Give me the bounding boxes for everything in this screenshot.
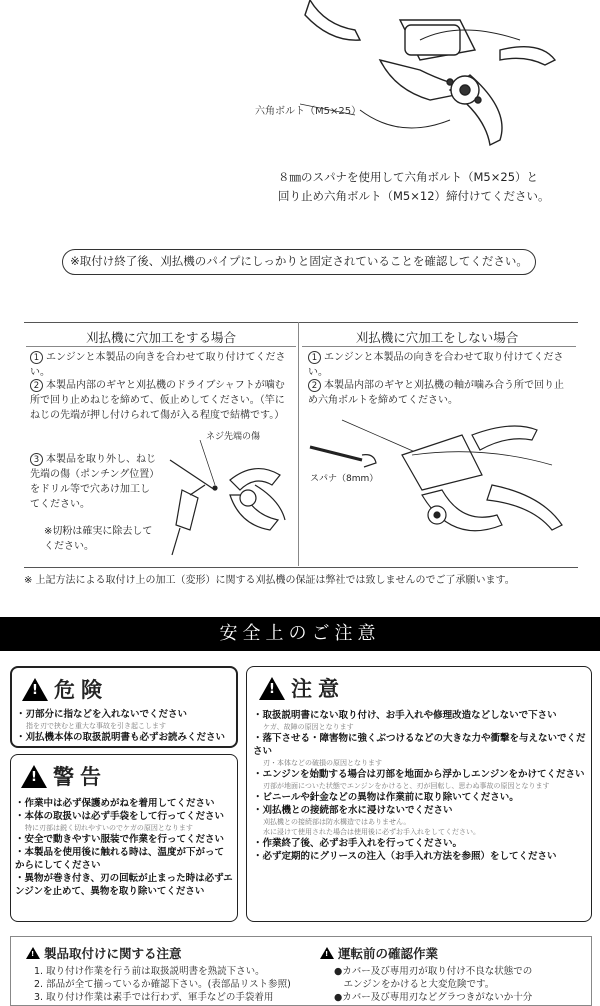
warning-item: ・作業中は必ず保護めがねを着用してください [15,798,215,809]
install-note-item: 2. 部品が全て揃っているか確認下さい。(表部品リスト参照) [34,979,291,990]
drilling-illustration [160,440,295,560]
screw-mark-label: ネジ先端の傷 [206,432,261,442]
warning-title: 警告 [53,765,107,789]
fixing-notice: ※取付け終了後、刈払機のパイプにしっかりと固定されていることを確認してください。 [62,249,536,275]
bolt-label: 六角ボルト（M5×25） [255,106,362,117]
bolt-instruction [278,168,550,206]
without-hole-title-rule [302,346,576,347]
warning-triangle-icon [259,677,285,700]
danger-item-note: 指を刃で挟むと重大な事故を引き起こします [26,722,166,730]
with-hole-step-2 [30,378,288,423]
step-number: 1 [308,351,321,364]
step-text: 本製品を取り外し、ねじ先端の傷（ポンチング位置）をドリル等で穴あけ加工してください。 [30,454,156,510]
caution-item: ・必ず定期的にグリースの注入（お手入れ方法を参照）をしてください [253,851,557,862]
step-text: エンジンと本製品の向きを合わせて取り付けてください。 [308,352,564,378]
without-hole-step-1 [308,350,572,380]
danger-item: ・刃部分に指などを入れないでください [16,709,188,720]
caution-item: ・エンジンを始動する場合は刃部を地面から浮かしエンジンをかけてください [253,769,585,780]
step-text: 本製品内部のギヤと刈払機の軸が噛み合う所で回り止め六角ボルトを締めてください。 [308,380,564,406]
caution-header [259,673,591,703]
step-text: エンジンと本製品の向きを合わせて取り付けてください。 [30,352,286,378]
warning-triangle-icon [22,678,48,701]
step-number: 2 [30,379,43,392]
tiller-assembly-illustration [300,0,600,160]
warning-item: ・安全で動きやすい服装で作業を行ってください [15,834,225,845]
preop-check-item: ●カバー及び専用刃などグラつきがないか十分 [334,992,533,1003]
install-notes [26,944,296,1004]
preop-check-item: ●カバー及び専用刃が取り付け不良な状態での [334,966,533,977]
warning-triangle-icon [26,947,40,959]
caution-item: ・刈払機との接続部を水に浸けないでください [253,805,453,816]
preop-check-title: 運転前の確認作業 [338,946,439,961]
danger-title: 危険 [54,678,108,702]
step-number: 2 [308,379,321,392]
warning-item: ・異物が巻き付き、刃の回転が止まった時は必ずエンジンを止めて、異物を取り除いてください [15,873,233,897]
caution-item-note: 刃部が地面についた状態でエンジンをかけると、刃が回転し、思わぬ事故の原因となります [263,782,550,790]
danger-panel [10,666,238,748]
caution-item: ・作業終了後、必ずお手入れを行ってください。 [253,838,463,849]
caution-item: ・落下させる・障害物に強くぶつけるなどの大きな力や衝撃を与えないでください [253,733,586,757]
warning-item: ・本体の取扱いは必ず手袋をして行ってください [15,811,225,822]
with-hole-title: 刈払機に穴加工をする場合 [85,330,236,345]
warning-header [21,761,237,791]
chip-removal-note: ※切粉は確実に除去してください。 [44,526,153,552]
with-hole-title-rule [26,346,296,347]
step-number: 1 [30,351,43,364]
with-hole-step-1 [30,350,288,380]
warning-item-note: 特に刃部は鋭く切れやすいのでケガの原因となります [25,824,193,832]
spanner-label: スパナ（8mm） [310,474,379,484]
column-divider [298,322,299,566]
instruction-line-2: 回り止め六角ボルト（M5×12）締付けてください。 [278,189,550,203]
install-notes-title: 製品取付けに関する注意 [44,946,182,961]
caution-panel [246,666,592,922]
preop-check-item: エンジンをかけると大変危険です。 [334,979,495,990]
caution-item-note: 水に浸けて使用された場合は使用後に必ずお手入れをしてください。 [263,828,480,836]
caution-item: ・取扱説明書にない取り付け、お手入れや修理改造などしないで下さい [253,710,557,721]
preop-check [320,944,582,1004]
instruction-line-1: ８㎜のスパナを使用して六角ボルト（M5×25）と [278,170,539,184]
step-number: 3 [30,453,43,466]
install-note-item: 3. 取り付け作業は素手では行わず、軍手などの手袋着用 [34,992,274,1003]
warranty-footnote: ※ 上記方法による取付け上の加工（変形）に関する刈払機の保証は弊社では致しませんのでご了承願います。 [24,575,515,586]
warning-panel [10,754,238,922]
safety-banner: 安全上のご注意 [0,617,600,651]
spanner-tightening-illustration [302,415,574,565]
without-hole-step-2 [308,378,572,408]
caution-item-note: 刃・本体などの破損の原因となります [263,759,382,767]
caution-item: ・ビニールや針金などの異物は作業前に取り除いてください。 [253,792,519,803]
warning-triangle-icon [320,947,334,959]
step-text: 本製品内部のギヤと刈払機のドライブシャフトが噛む所で回り止めねじを締めて、仮止めしてください。（竿にねじの先端が押し付けられて傷が入る程度で結構です。） [30,380,285,421]
danger-header [22,674,236,704]
without-hole-title: 刈払機に穴加工をしない場合 [355,330,519,345]
danger-item: ・刈払機本体の取扱説明書も必ずお読みください [16,732,226,743]
caution-title: 注意 [291,677,345,701]
preop-check-header [320,944,582,962]
install-note-item: 1. 取り付け作業を行う前は取扱説明書を熟読下さい。 [34,966,265,977]
with-hole-step-3 [30,452,158,512]
install-notes-header [26,944,296,962]
warning-item: ・本製品を使用後に触れる時は、温度が下がってからにしてください [15,847,225,871]
caution-item-note: 刈払機との接続部は防水構造ではありません。 [263,818,411,826]
caution-item-note: ケガ、故障の原因となります [263,723,354,731]
warning-triangle-icon [21,765,47,788]
